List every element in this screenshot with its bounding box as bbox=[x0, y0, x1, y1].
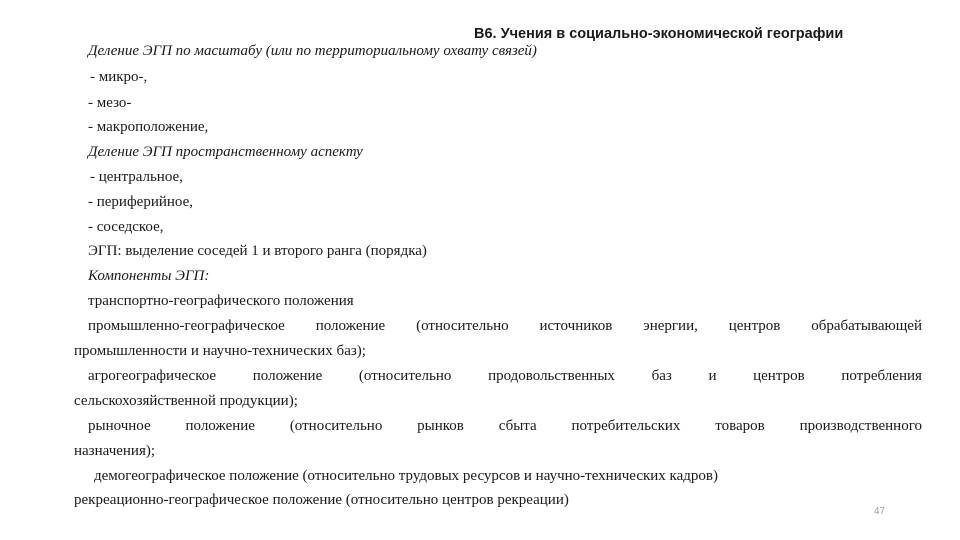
word: агрогеографическое bbox=[88, 368, 217, 384]
text-agro-position bbox=[88, 366, 922, 386]
slide-title: В6. Учения в социально-экономической географии bbox=[474, 26, 844, 42]
word: потребительских bbox=[571, 418, 681, 434]
list-item-central: - центральное, bbox=[90, 169, 183, 185]
word: сбыта bbox=[498, 418, 537, 434]
word: потребления bbox=[841, 368, 922, 384]
heading-components: Компоненты ЭГП: bbox=[88, 268, 210, 284]
text-market-position-cont: назначения); bbox=[74, 443, 156, 459]
word: промышленно-географическое bbox=[88, 318, 285, 334]
word: (относительно bbox=[289, 418, 383, 434]
word: обрабатывающей bbox=[811, 318, 922, 334]
word: источников bbox=[539, 318, 613, 334]
word: (относительно bbox=[416, 318, 509, 334]
list-item-neighbour: - соседское, bbox=[88, 219, 164, 235]
list-item-peripheral: - периферийное, bbox=[88, 194, 194, 210]
word: производственного bbox=[799, 418, 922, 434]
text-transport-position: транспортно-географического положения bbox=[88, 293, 354, 309]
text-market-position bbox=[88, 416, 922, 436]
word: центров bbox=[753, 368, 805, 384]
text-recreation-position: рекреационно-географическое положение (относительно центров рекреации) bbox=[74, 492, 569, 508]
word: товаров bbox=[715, 418, 765, 434]
text-industrial-position-cont: промышленности и научно-технических баз); bbox=[74, 343, 366, 359]
text-demographic-position: демогеографическое положение (относительно трудовых ресурсов и научно-технических кадров) bbox=[94, 468, 718, 484]
text-neighbours-rank: ЭГП: выделение соседей 1 и второго ранга (порядка) bbox=[88, 243, 427, 259]
word: и bbox=[708, 368, 717, 384]
word: продовольственных bbox=[488, 368, 615, 384]
list-item-macro: - макроположение, bbox=[88, 119, 209, 135]
word: энергии, bbox=[643, 318, 698, 334]
word: (относительно bbox=[358, 368, 452, 384]
list-item-meso: - мезо- bbox=[88, 95, 132, 111]
word: рыночное bbox=[88, 418, 151, 434]
heading-spatial-division: Деление ЭГП пространственному аспекту bbox=[88, 144, 363, 160]
word: положение bbox=[315, 318, 386, 334]
word: положение bbox=[185, 418, 255, 434]
text-agro-position-cont: сельскохозяйственной продукции); bbox=[74, 393, 298, 409]
word: центров bbox=[728, 318, 781, 334]
word: положение bbox=[252, 368, 323, 384]
word: рынков bbox=[417, 418, 464, 434]
word: баз bbox=[651, 368, 672, 384]
list-item-micro: - микро-, bbox=[90, 69, 148, 85]
text-industrial-position bbox=[88, 316, 922, 336]
page-number: 47 bbox=[874, 506, 886, 517]
heading-scale-division: Деление ЭГП по масштабу (или по территориальному охвату связей) bbox=[88, 43, 537, 59]
